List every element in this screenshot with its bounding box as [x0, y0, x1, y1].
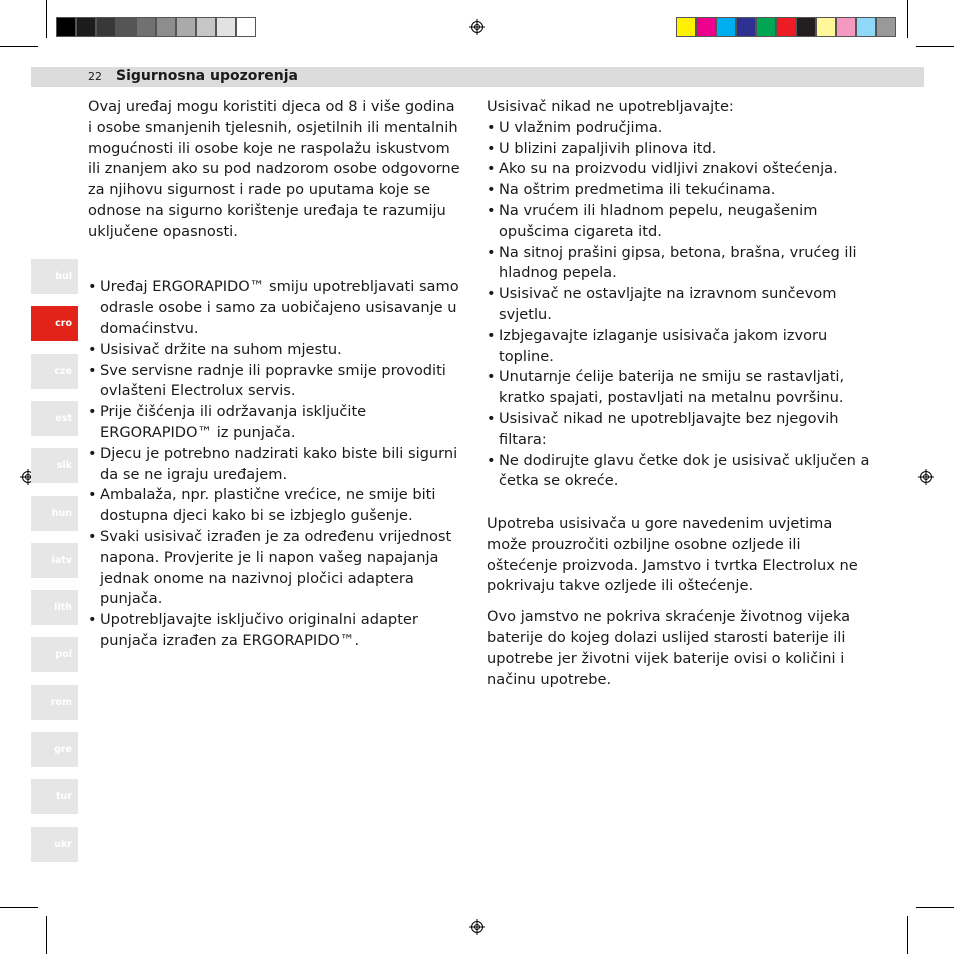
- crop-mark-tl-h: [0, 46, 38, 47]
- color-swatch: [816, 17, 836, 37]
- registration-mark-right-icon: [918, 469, 934, 485]
- language-tab-ukr[interactable]: ukr: [31, 827, 78, 862]
- registration-mark-bottom-icon: [469, 919, 485, 935]
- gray-swatch: [236, 17, 256, 37]
- bullet-item: • Usisivač držite na suhom mjestu.: [88, 340, 463, 361]
- bullet-item: • Na oštrim predmetima ili tekućinama.: [487, 180, 872, 201]
- bullet-item: • Prije čišćenja ili održavanja isključite ERGORAPIDO™ iz punjača.: [88, 402, 463, 444]
- color-swatch: [876, 17, 896, 37]
- bullet-item: • Ako su na proizvodu vidljivi znakovi oštećenja.: [487, 159, 872, 180]
- bullet-item: • Uređaj ERGORAPIDO™ smiju upotrebljavati samo odrasle osobe i samo za uobičajeno usisavanje u domaćinstvu.: [88, 277, 463, 339]
- language-tab-tur[interactable]: tur: [31, 779, 78, 814]
- language-tab-gre[interactable]: gre: [31, 732, 78, 767]
- right-column: [487, 97, 872, 690]
- bullet-item: • Svaki usisivač izrađen je za određenu vrijednost napona. Provjerite je li napon vašeg napajanja jednak onome na nazivnoj pločici adaptera punjača.: [88, 527, 463, 610]
- gray-swatch: [96, 17, 116, 37]
- crop-mark-br-v: [907, 916, 908, 954]
- language-tab-pol[interactable]: pol: [31, 637, 78, 672]
- gray-swatch: [176, 17, 196, 37]
- language-tab-est[interactable]: est: [31, 401, 78, 436]
- language-tab-rom[interactable]: rom: [31, 685, 78, 720]
- bullet-item: • Sve servisne radnje ili popravke smije provoditi ovlašteni Electrolux servis.: [88, 361, 463, 403]
- gray-swatch: [156, 17, 176, 37]
- crop-mark-tr-v: [907, 0, 908, 38]
- warranty-paragraph: Ovo jamstvo ne pokriva skraćenje životnog vijeka baterije do kojeg dolazi uslijed starosti baterije ili upotrebe jer životni vijek baterije ovisi o količini i načinu upotrebe.: [487, 608, 851, 688]
- gray-swatch: [116, 17, 136, 37]
- left-column: [88, 97, 463, 652]
- crop-mark-bl-h: [0, 907, 38, 908]
- color-swatch: [696, 17, 716, 37]
- color-swatch: [856, 17, 876, 37]
- color-swatch: [736, 17, 756, 37]
- never-use-bullet-list: [487, 118, 872, 492]
- bullet-item: • Upotrebljavajte isključivo originalni adapter punjača izrađen za ERGORAPIDO™.: [88, 610, 463, 652]
- crop-mark-tr-h: [916, 46, 954, 47]
- language-tab-hun[interactable]: hun: [31, 496, 78, 531]
- gray-swatch: [76, 17, 96, 37]
- never-use-lead: Usisivač nikad ne upotrebljavajte:: [487, 98, 734, 115]
- color-swatch: [836, 17, 856, 37]
- gray-swatch: [136, 17, 156, 37]
- bullet-item: • Usisivač ne ostavljajte na izravnom sunčevom svjetlu.: [487, 284, 872, 326]
- language-tab-cze[interactable]: cze: [31, 354, 78, 389]
- language-tab-bul[interactable]: bul: [31, 259, 78, 294]
- gray-calibration-bar: [56, 17, 256, 37]
- gray-swatch: [196, 17, 216, 37]
- bullet-item: • U vlažnim područjima.: [487, 118, 872, 139]
- color-swatch: [716, 17, 736, 37]
- injury-warning-paragraph: Upotreba usisivača u gore navedenim uvjetima može prouzročiti ozbiljne osobne ozljede ili oštećenje proizvoda. Jamstvo i tvrtka Electrolux ne pokrivaju takve ozljede ili oštećenje.: [487, 514, 858, 595]
- language-tab-slk[interactable]: slk: [31, 448, 78, 483]
- bullet-item: • Izbjegavajte izlaganje usisivača jakom izvoru topline.: [487, 326, 872, 368]
- bullet-item: • Ambalaža, npr. plastične vrećice, ne smije biti dostupna djeci kako bi se izbjeglo gušenje.: [88, 485, 463, 527]
- bullet-item: • Usisivač nikad ne upotrebljavajte bez njegovih filtara:: [487, 409, 872, 451]
- color-swatch: [776, 17, 796, 37]
- bullet-item: • Unutarnje ćelije baterija ne smiju se rastavljati, kratko spajati, postavljati na metalnu površinu.: [487, 367, 872, 409]
- section-title: Sigurnosna upozorenja: [116, 68, 298, 84]
- gray-swatch: [216, 17, 236, 37]
- bullet-item: • Na sitnoj prašini gipsa, betona, brašna, vrućeg ili hladnog pepela.: [487, 243, 872, 285]
- crop-mark-bl-v: [46, 916, 47, 954]
- gray-swatch: [56, 17, 76, 37]
- color-swatch: [756, 17, 776, 37]
- color-swatch: [796, 17, 816, 37]
- page-number: 22: [88, 70, 102, 83]
- bullet-item: • Ne dodirujte glavu četke dok je usisivač uključen a četka se okreće.: [487, 451, 872, 493]
- bullet-item: • Djecu je potrebno nadzirati kako biste bili sigurni da se ne igraju uređajem.: [88, 444, 463, 486]
- language-tab-cro[interactable]: cro: [31, 306, 78, 341]
- bullet-item: • U blizini zapaljivih plinova itd.: [487, 139, 872, 160]
- crop-mark-br-h: [916, 907, 954, 908]
- bullet-item: • Na vrućem ili hladnom pepelu, neugašenim opušcima cigareta itd.: [487, 201, 872, 243]
- language-tab-lith[interactable]: lith: [31, 590, 78, 625]
- intro-paragraph: Ovaj uređaj mogu koristiti djeca od 8 i više godina i osobe smanjenih tjelesnih, osjetilnih ili mentalnih mogućnosti ili osobe koje ne raspolažu iskustvom ili znanjem ako su pod nadzorom osobe odgovorne za njihovu sigurnost i rade po uputama koje se odnose na sigurno korištenje uređaja te razumiju uključene opasnosti.: [88, 98, 460, 240]
- color-swatch: [676, 17, 696, 37]
- color-calibration-bar: [676, 17, 896, 37]
- safety-bullet-list: [88, 277, 463, 651]
- language-tab-latv[interactable]: latv: [31, 543, 78, 578]
- crop-mark-tl-v: [46, 0, 47, 38]
- registration-mark-top-icon: [469, 19, 485, 35]
